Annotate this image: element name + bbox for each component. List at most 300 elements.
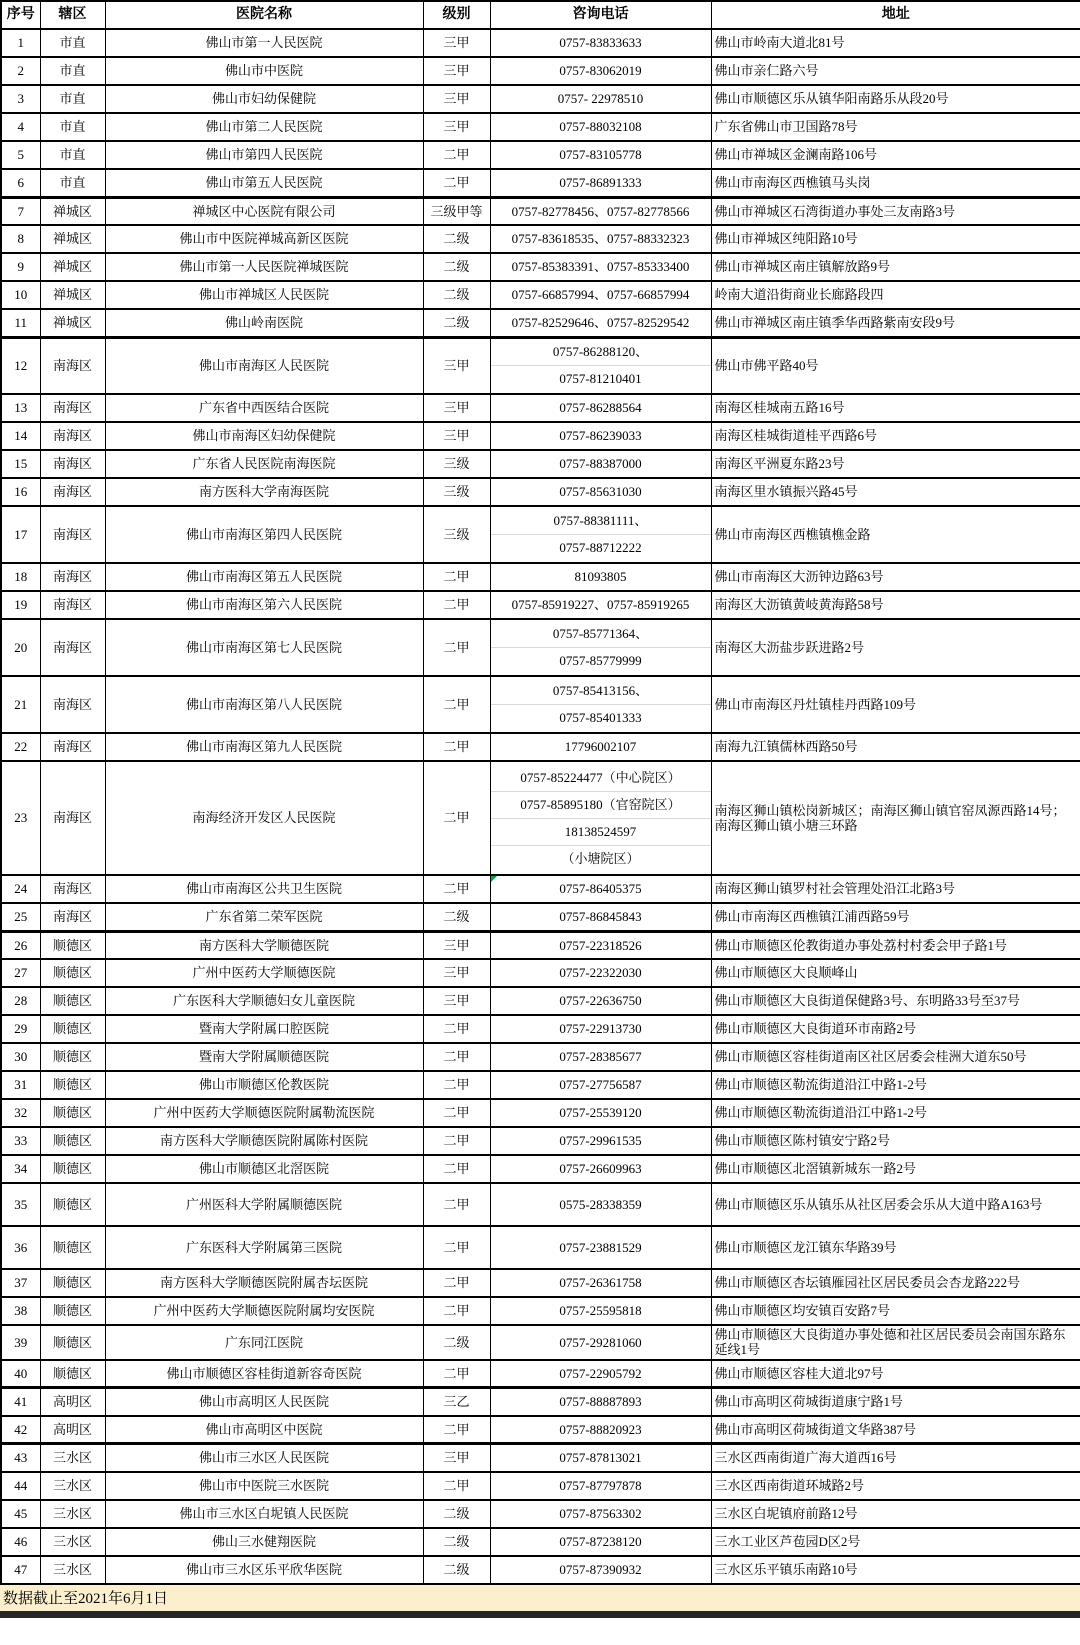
- row-number-cell: 41: [1, 1388, 40, 1416]
- hospital-name-cell: 佛山市南海区第六人民医院: [105, 591, 423, 619]
- district-cell: 禅城区: [40, 253, 105, 281]
- hospital-name-cell: 佛山市南海区第四人民医院: [105, 506, 423, 563]
- row-number-cell: 4: [1, 113, 40, 141]
- district-cell: 顺德区: [40, 1071, 105, 1099]
- level-cell: 二甲: [423, 1472, 490, 1500]
- phone-number: 0757-85919227、0757-85919265: [511, 597, 690, 613]
- phone-number: 0757-83618535、0757-88332323: [511, 231, 690, 247]
- table-row: [1, 1500, 1080, 1528]
- district-cell: 市直: [40, 57, 105, 85]
- phone-number: （小塘院区）: [491, 845, 711, 872]
- row-number-cell: 16: [1, 478, 40, 506]
- table-row: [1, 1472, 1080, 1500]
- district-cell: 南海区: [40, 422, 105, 450]
- level-cell: 二甲: [423, 1416, 490, 1444]
- phone-number: 0757-27756587: [559, 1077, 642, 1093]
- district-cell: 南海区: [40, 619, 105, 676]
- hospital-name-cell: 佛山市顺德区北滘医院: [105, 1155, 423, 1183]
- hospital-name-cell: 暨南大学附属顺德医院: [105, 1043, 423, 1071]
- table-row: [1, 29, 1080, 57]
- cell-comment-marker-icon: [491, 876, 497, 882]
- district-cell: 高明区: [40, 1388, 105, 1416]
- address-cell: 三水区白坭镇府前路12号: [711, 1500, 1080, 1528]
- phone-number: 0757-22905792: [559, 1365, 642, 1381]
- phone-cell: [490, 309, 711, 337]
- address-cell: 佛山市顺德区勒流街道沿江中路1-2号: [711, 1099, 1080, 1127]
- address-cell: 南海区里水镇振兴路45号: [711, 478, 1080, 506]
- table-row: [1, 563, 1080, 591]
- row-number-cell: 2: [1, 57, 40, 85]
- phone-number: 0757-85631030: [559, 484, 642, 500]
- district-cell: 南海区: [40, 478, 105, 506]
- address-cell: 三水区乐平镇乐南路10号: [711, 1556, 1080, 1584]
- table-row: [1, 197, 1080, 225]
- level-cell: 三甲: [423, 85, 490, 113]
- row-number-cell: 8: [1, 225, 40, 253]
- phone-cell: [490, 903, 711, 931]
- level-cell: 二甲: [423, 1226, 490, 1269]
- row-number-cell: 38: [1, 1297, 40, 1325]
- table-row: [1, 506, 1080, 563]
- level-cell: 二甲: [423, 1015, 490, 1043]
- table-row: [1, 1155, 1080, 1183]
- hospital-name-cell: 南方医科大学南海医院: [105, 478, 423, 506]
- row-number-cell: 39: [1, 1325, 40, 1360]
- phone-number: 0757-86239033: [559, 428, 642, 444]
- table-row: [1, 422, 1080, 450]
- phone-number: 0757-88712222: [491, 534, 711, 561]
- hospital-name-cell: 佛山市禅城区人民医院: [105, 281, 423, 309]
- row-number-cell: 21: [1, 676, 40, 733]
- row-number-cell: 25: [1, 903, 40, 931]
- row-number-cell: 28: [1, 987, 40, 1015]
- phone-number: 0757-83105778: [559, 147, 642, 163]
- address-cell: 佛山市禅城区纯阳路10号: [711, 225, 1080, 253]
- hospital-name-cell: 广州中医药大学顺德医院附属均安医院: [105, 1297, 423, 1325]
- phone-number: 0757-85895180（官窑院区）: [491, 791, 711, 818]
- phone-cell: [490, 1444, 711, 1472]
- district-cell: 市直: [40, 29, 105, 57]
- table-row: [1, 676, 1080, 733]
- phone-number: 0757-22636750: [559, 993, 642, 1009]
- table-row: [1, 225, 1080, 253]
- address-cell: 佛山市顺德区大良街道办事处德和社区居民委员会南国东路东延线1号: [711, 1325, 1080, 1360]
- phone-number: 0757-22318526: [559, 937, 642, 953]
- phone-number: 0757-86405375: [559, 881, 642, 897]
- address-cell: 佛山市顺德区北滘镇新城东一路2号: [711, 1155, 1080, 1183]
- hospital-name-cell: 佛山市三水区人民医院: [105, 1444, 423, 1472]
- level-cell: 三甲: [423, 959, 490, 987]
- address-cell: 佛山市顺德区杏坛镇雁园社区居民委员会杏龙路222号: [711, 1269, 1080, 1297]
- phone-number: 0757-88032108: [559, 119, 642, 135]
- table-row: [1, 113, 1080, 141]
- level-cell: 三甲: [423, 394, 490, 422]
- hospital-name-cell: 佛山市三水区乐平欣华医院: [105, 1556, 423, 1584]
- level-cell: 二甲: [423, 169, 490, 197]
- level-cell: 二甲: [423, 1099, 490, 1127]
- hospital-name-cell: 佛山市中医院禅城高新区医院: [105, 225, 423, 253]
- table-row: [1, 619, 1080, 676]
- address-cell: 佛山市顺德区伦教街道办事处荔村村委会甲子路1号: [711, 931, 1080, 959]
- row-number-cell: 47: [1, 1556, 40, 1584]
- table-row: [1, 337, 1080, 394]
- table-row: [1, 931, 1080, 959]
- level-cell: 二甲: [423, 676, 490, 733]
- row-number-cell: 46: [1, 1528, 40, 1556]
- table-row: [1, 1325, 1080, 1360]
- row-number-cell: 23: [1, 761, 40, 875]
- address-cell: 南海区狮山镇罗村社会管理处沿江北路3号: [711, 875, 1080, 903]
- phone-cell: [490, 1388, 711, 1416]
- phone-number: 0575-28338359: [559, 1196, 642, 1212]
- district-cell: 南海区: [40, 563, 105, 591]
- phone-number: 0757-23881529: [559, 1239, 642, 1255]
- hospital-name-cell: 佛山市中医院三水医院: [105, 1472, 423, 1500]
- hospital-name-cell: 广东省中西医结合医院: [105, 394, 423, 422]
- level-cell: 二甲: [423, 591, 490, 619]
- phone-number: 0757-85224477（中心院区）: [520, 769, 681, 785]
- level-cell: 二级: [423, 225, 490, 253]
- address-cell: 佛山市顺德区容桂大道北97号: [711, 1360, 1080, 1388]
- district-cell: 市直: [40, 141, 105, 169]
- row-number-cell: 5: [1, 141, 40, 169]
- phone-number: 0757-83833633: [559, 35, 642, 51]
- address-cell: 佛山市顺德区均安镇百安路7号: [711, 1297, 1080, 1325]
- row-number-cell: 44: [1, 1472, 40, 1500]
- level-cell: 二甲: [423, 1183, 490, 1226]
- level-cell: 二甲: [423, 1043, 490, 1071]
- phone-cell: [490, 1269, 711, 1297]
- level-cell: 三甲: [423, 987, 490, 1015]
- district-cell: 顺德区: [40, 1155, 105, 1183]
- phone-cell: [490, 1155, 711, 1183]
- hospital-name-cell: 佛山市南海区公共卫生医院: [105, 875, 423, 903]
- table-row: [1, 591, 1080, 619]
- phone-number: 0757-86891333: [559, 175, 642, 191]
- phone-cell: [490, 1099, 711, 1127]
- district-cell: 三水区: [40, 1444, 105, 1472]
- table-row: [1, 1360, 1080, 1388]
- phone-cell: [490, 506, 711, 563]
- address-cell: 南海区大沥盐步跃进路2号: [711, 619, 1080, 676]
- table-row: [1, 875, 1080, 903]
- address-cell: 佛山市南海区大沥钟边路63号: [711, 563, 1080, 591]
- address-cell: 佛山市禅城区石湾街道办事处三友南路3号: [711, 197, 1080, 225]
- address-cell: 岭南大道沿街商业长廊路段四: [711, 281, 1080, 309]
- phone-cell: [490, 1416, 711, 1444]
- table-row: [1, 478, 1080, 506]
- address-cell: 南海九江镇儒林西路50号: [711, 733, 1080, 761]
- hospital-name-cell: 广东医科大学顺德妇女儿童医院: [105, 987, 423, 1015]
- row-number-cell: 22: [1, 733, 40, 761]
- data-cutoff-note: 数据截止至2021年6月1日: [3, 1591, 169, 1608]
- address-cell: 佛山市顺德区容桂街道南区社区居委会桂洲大道东50号: [711, 1043, 1080, 1071]
- address-cell: 佛山市顺德区勒流街道沿江中路1-2号: [711, 1071, 1080, 1099]
- hospital-name-cell: 广东省第二荣军医院: [105, 903, 423, 931]
- table-row: [1, 903, 1080, 931]
- hospital-name-cell: 广东医科大学附属第三医院: [105, 1226, 423, 1269]
- district-cell: 顺德区: [40, 1360, 105, 1388]
- phone-cell: [490, 931, 711, 959]
- address-cell: 南海区桂城街道桂平西路6号: [711, 422, 1080, 450]
- hospital-name-cell: 广州中医药大学顺德医院附属勒流医院: [105, 1099, 423, 1127]
- phone-cell: [490, 29, 711, 57]
- row-number-cell: 17: [1, 506, 40, 563]
- district-cell: 三水区: [40, 1472, 105, 1500]
- district-cell: 南海区: [40, 591, 105, 619]
- phone-number: 0757-26361758: [559, 1275, 642, 1291]
- level-cell: 二甲: [423, 1155, 490, 1183]
- hospital-name-cell: 广东同江医院: [105, 1325, 423, 1360]
- phone-number: 0757-82778456、0757-82778566: [511, 203, 690, 219]
- phone-cell: [490, 1297, 711, 1325]
- row-number-cell: 36: [1, 1226, 40, 1269]
- hospital-name-cell: 禅城区中心医院有限公司: [105, 197, 423, 225]
- row-number-cell: 13: [1, 394, 40, 422]
- district-cell: 南海区: [40, 903, 105, 931]
- col-header-no: 序号: [1, 1, 40, 29]
- phone-number: 0757-25595818: [559, 1303, 642, 1319]
- phone-number: 0757-87390932: [559, 1561, 642, 1577]
- hospital-name-cell: 佛山市第四人民医院: [105, 141, 423, 169]
- district-cell: 南海区: [40, 506, 105, 563]
- phone-cell: [490, 619, 711, 676]
- table-row: [1, 1099, 1080, 1127]
- table-row: [1, 253, 1080, 281]
- row-number-cell: 24: [1, 875, 40, 903]
- phone-cell: [490, 57, 711, 85]
- level-cell: 三级甲等: [423, 197, 490, 225]
- level-cell: 三级: [423, 506, 490, 563]
- table-row: [1, 1556, 1080, 1584]
- level-cell: 二甲: [423, 1071, 490, 1099]
- level-cell: 二级: [423, 903, 490, 931]
- level-cell: 二级: [423, 1528, 490, 1556]
- phone-number: 0757-88820923: [559, 1421, 642, 1437]
- address-cell: 佛山市南海区西樵镇樵金路: [711, 506, 1080, 563]
- table-row: [1, 1043, 1080, 1071]
- phone-number: 0757-87563302: [559, 1505, 642, 1521]
- table-row: [1, 169, 1080, 197]
- phone-number: 17796002107: [564, 739, 637, 755]
- table-row: [1, 761, 1080, 875]
- level-cell: 三甲: [423, 29, 490, 57]
- hospital-name-cell: 佛山市第五人民医院: [105, 169, 423, 197]
- level-cell: 三甲: [423, 931, 490, 959]
- hospital-name-cell: 佛山三水健翔医院: [105, 1528, 423, 1556]
- phone-number: 0757-88887893: [559, 1394, 642, 1410]
- district-cell: 南海区: [40, 733, 105, 761]
- level-cell: 二级: [423, 281, 490, 309]
- phone-cell: [490, 113, 711, 141]
- table-row: [1, 1388, 1080, 1416]
- phone-number: 0757-22913730: [559, 1021, 642, 1037]
- table-row: [1, 85, 1080, 113]
- table-row: [1, 1015, 1080, 1043]
- phone-cell: [490, 1071, 711, 1099]
- district-cell: 顺德区: [40, 1015, 105, 1043]
- row-number-cell: 19: [1, 591, 40, 619]
- phone-cell: [490, 1015, 711, 1043]
- phone-number: 0757-66857994、0757-66857994: [511, 287, 690, 303]
- level-cell: 二级: [423, 1325, 490, 1360]
- phone-number: 0757-81210401: [491, 365, 711, 392]
- table-row: [1, 141, 1080, 169]
- phone-cell: [490, 1528, 711, 1556]
- hospital-name-cell: 佛山岭南医院: [105, 309, 423, 337]
- row-number-cell: 12: [1, 337, 40, 394]
- table-row: [1, 1183, 1080, 1226]
- table-row: [1, 1226, 1080, 1269]
- hospital-name-cell: 佛山市妇幼保健院: [105, 85, 423, 113]
- address-cell: 南海区狮山镇松岗新城区；南海区狮山镇官窑凤源西路14号；南海区狮山镇小塘三环路: [711, 761, 1080, 875]
- col-header-district: 辖区: [40, 1, 105, 29]
- table-row: [1, 1297, 1080, 1325]
- level-cell: 二甲: [423, 761, 490, 875]
- district-cell: 禅城区: [40, 225, 105, 253]
- phone-number: 0757-87797878: [559, 1477, 642, 1493]
- level-cell: 三甲: [423, 337, 490, 394]
- table-row: [1, 309, 1080, 337]
- district-cell: 三水区: [40, 1500, 105, 1528]
- phone-cell: [490, 1556, 711, 1584]
- hospital-name-cell: 南海经济开发区人民医院: [105, 761, 423, 875]
- level-cell: 二级: [423, 1500, 490, 1528]
- phone-number: 0757-86288120、: [552, 344, 649, 360]
- level-cell: 二甲: [423, 619, 490, 676]
- hospital-name-cell: 佛山市南海区人民医院: [105, 337, 423, 394]
- phone-cell: [490, 169, 711, 197]
- table-row: [1, 733, 1080, 761]
- table-row: [1, 394, 1080, 422]
- district-cell: 南海区: [40, 676, 105, 733]
- phone-cell: [490, 761, 711, 875]
- row-number-cell: 7: [1, 197, 40, 225]
- row-number-cell: 3: [1, 85, 40, 113]
- phone-cell: [490, 1183, 711, 1226]
- phone-cell: [490, 253, 711, 281]
- table-row: [1, 1127, 1080, 1155]
- hospital-name-cell: 佛山市第二人民医院: [105, 113, 423, 141]
- table-row: [1, 281, 1080, 309]
- col-header-name: 医院名称: [105, 1, 423, 29]
- address-cell: 佛山市顺德区乐从镇乐从社区居委会乐从大道中路A163号: [711, 1183, 1080, 1226]
- row-number-cell: 29: [1, 1015, 40, 1043]
- address-cell: 佛山市顺德区陈村镇安宁路2号: [711, 1127, 1080, 1155]
- address-cell: 佛山市顺德区大良街道保健路3号、东明路33号至37号: [711, 987, 1080, 1015]
- district-cell: 市直: [40, 113, 105, 141]
- phone-cell: [490, 875, 711, 903]
- level-cell: 二级: [423, 253, 490, 281]
- level-cell: 二甲: [423, 1297, 490, 1325]
- district-cell: 南海区: [40, 450, 105, 478]
- table-header-row: [1, 1, 1080, 29]
- hospital-name-cell: 佛山市顺德区伦教医院: [105, 1071, 423, 1099]
- row-number-cell: 30: [1, 1043, 40, 1071]
- level-cell: 二级: [423, 309, 490, 337]
- phone-cell: [490, 1472, 711, 1500]
- footer-bar: [0, 1585, 1080, 1611]
- col-header-level: 级别: [423, 1, 490, 29]
- address-cell: 南海区桂城南五路16号: [711, 394, 1080, 422]
- phone-cell: [490, 676, 711, 733]
- phone-number: 0757-82529646、0757-82529542: [511, 315, 690, 331]
- district-cell: 顺德区: [40, 1226, 105, 1269]
- level-cell: 三级: [423, 478, 490, 506]
- phone-number: 0757-88387000: [559, 456, 642, 472]
- address-cell: 佛山市顺德区大良顺峰山: [711, 959, 1080, 987]
- level-cell: 三甲: [423, 422, 490, 450]
- hospital-name-cell: 佛山市南海区第五人民医院: [105, 563, 423, 591]
- district-cell: 顺德区: [40, 987, 105, 1015]
- level-cell: 二甲: [423, 1127, 490, 1155]
- row-number-cell: 27: [1, 959, 40, 987]
- district-cell: 南海区: [40, 394, 105, 422]
- hospital-name-cell: 广州医科大学附属顺德医院: [105, 1183, 423, 1226]
- address-cell: 佛山市南海区西樵镇马头岗: [711, 169, 1080, 197]
- bottom-strip: [0, 1611, 1080, 1618]
- address-cell: 三水区西南街道环城路2号: [711, 1472, 1080, 1500]
- phone-number: 81093805: [574, 569, 627, 585]
- hospital-name-cell: 佛山市南海区第八人民医院: [105, 676, 423, 733]
- table-row: [1, 57, 1080, 85]
- address-cell: 佛山市顺德区乐从镇华阳南路乐从段20号: [711, 85, 1080, 113]
- hospital-name-cell: 广州中医药大学顺德医院: [105, 959, 423, 987]
- table-row: [1, 1444, 1080, 1472]
- hospital-name-cell: 佛山市第一人民医院禅城医院: [105, 253, 423, 281]
- level-cell: 三甲: [423, 57, 490, 85]
- district-cell: 南海区: [40, 337, 105, 394]
- hospital-name-cell: 南方医科大学顺德医院: [105, 931, 423, 959]
- phone-cell: [490, 394, 711, 422]
- phone-cell: [490, 197, 711, 225]
- phone-cell: [490, 225, 711, 253]
- table-row: [1, 959, 1080, 987]
- phone-number: 0757-86288564: [559, 400, 642, 416]
- row-number-cell: 40: [1, 1360, 40, 1388]
- hospital-name-cell: 佛山市第一人民医院: [105, 29, 423, 57]
- level-cell: 二甲: [423, 733, 490, 761]
- level-cell: 二甲: [423, 563, 490, 591]
- row-number-cell: 42: [1, 1416, 40, 1444]
- level-cell: 二甲: [423, 875, 490, 903]
- row-number-cell: 20: [1, 619, 40, 676]
- phone-number: 0757-88381111、: [553, 513, 648, 528]
- hospital-name-cell: 佛山市顺德区容桂街道新容奇医院: [105, 1360, 423, 1388]
- phone-cell: [490, 1360, 711, 1388]
- district-cell: 顺德区: [40, 1127, 105, 1155]
- row-number-cell: 34: [1, 1155, 40, 1183]
- row-number-cell: 9: [1, 253, 40, 281]
- district-cell: 禅城区: [40, 281, 105, 309]
- district-cell: 顺德区: [40, 1043, 105, 1071]
- address-cell: 广东省佛山市卫国路78号: [711, 113, 1080, 141]
- phone-cell: [490, 478, 711, 506]
- phone-cell: [490, 1500, 711, 1528]
- district-cell: 南海区: [40, 875, 105, 903]
- district-cell: 市直: [40, 85, 105, 113]
- phone-number: 0757-25539120: [559, 1105, 642, 1121]
- level-cell: 三甲: [423, 113, 490, 141]
- phone-number: 0757-85401333: [491, 704, 711, 731]
- row-number-cell: 1: [1, 29, 40, 57]
- row-number-cell: 10: [1, 281, 40, 309]
- col-header-phone: 咨询电话: [490, 1, 711, 29]
- district-cell: 顺德区: [40, 1183, 105, 1226]
- address-cell: 三水区西南街道广海大道西16号: [711, 1444, 1080, 1472]
- phone-cell: [490, 337, 711, 394]
- district-cell: 顺德区: [40, 1297, 105, 1325]
